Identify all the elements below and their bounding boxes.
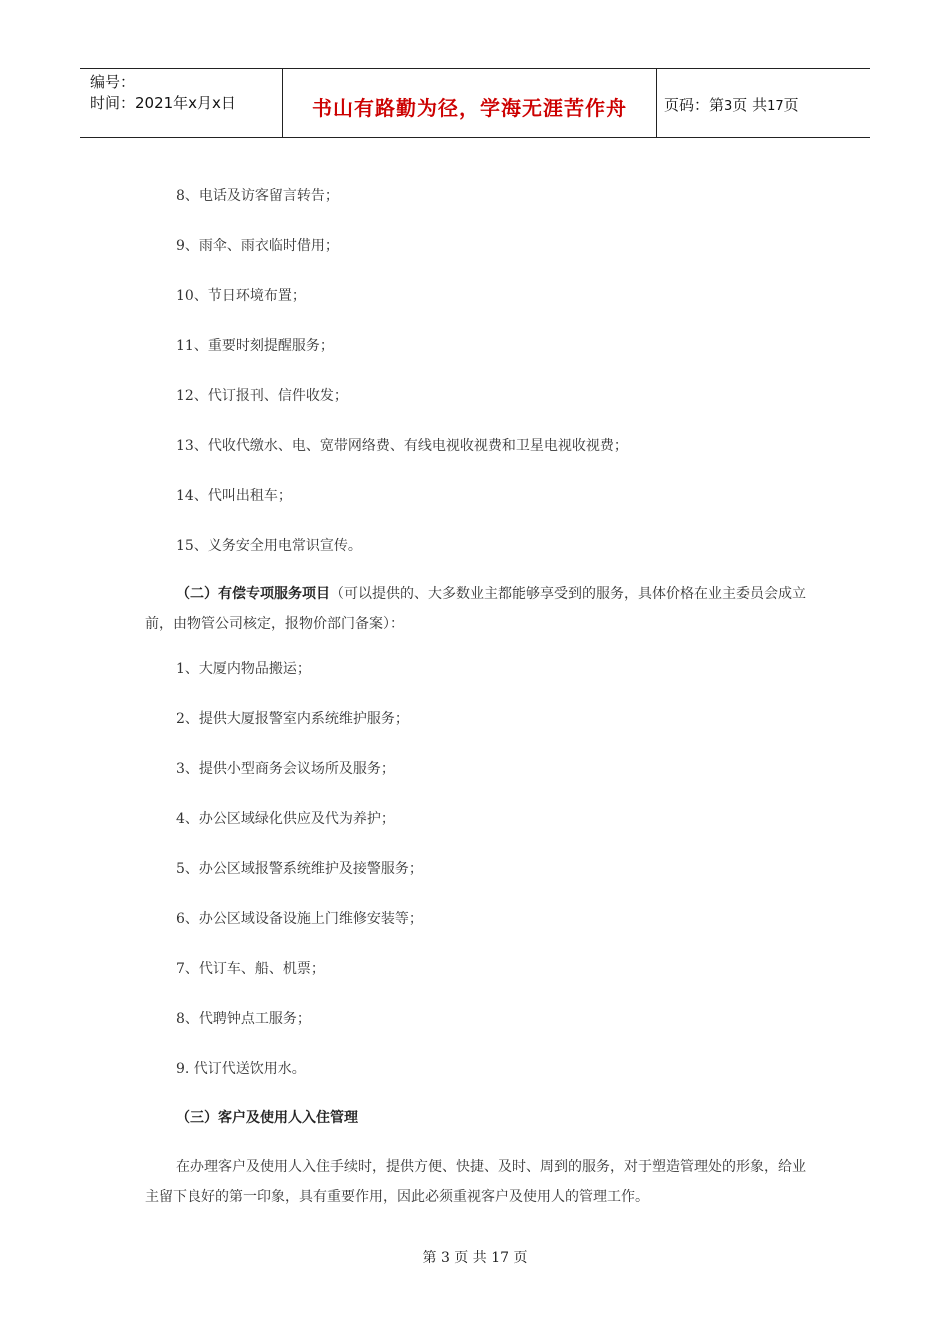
free-item-8: 8、电话及访客留言转告；: [176, 188, 339, 204]
header-page-cell: [656, 69, 870, 137]
paid-item-2: 2、提供大厦报警室内系统维护服务；: [176, 711, 409, 727]
paid-section-description: （可以提供的、大多数业主都能够享受到的服务，具体价格在业主委员会成立前，由物管公司核定，报物价部门备案）：: [145, 586, 806, 632]
header-motto-cell: [282, 69, 657, 137]
page-label-prefix: 页码：第: [664, 96, 725, 114]
paid-item-4: 4、办公区域绿化供应及代为养护；: [176, 811, 395, 827]
free-item-9: 9、雨伞、雨衣临时借用；: [176, 238, 339, 254]
header-meta-cell: [80, 69, 282, 137]
paid-item-7: 7、代订车、船、机票；: [176, 961, 325, 977]
paid-item-9: 9. 代订代送饮用水。: [176, 1061, 306, 1077]
paid-item-5: 5、办公区域报警系统维护及接警服务；: [176, 861, 423, 877]
free-item-12: 12、代订报刊、信件收发；: [176, 388, 348, 404]
page-current: 3: [724, 99, 733, 114]
page-header: [80, 68, 870, 138]
paid-section-intro: [145, 579, 810, 639]
serial-label: 编号：: [90, 73, 136, 91]
motto: 书山有路勤为径，学海无涯苦作舟: [312, 96, 627, 120]
page-label-mid: 页 共: [732, 96, 768, 114]
section3-title: （三）客户及使用人入住管理: [176, 1110, 358, 1126]
free-item-15: 15、义务安全用电常识宣传。: [176, 538, 362, 554]
section3-body: 在办理客户及使用人入住手续时，提供方便、快捷、及时、周到的服务，对于塑造管理处的形象，给业主留下良好的第一印象，具有重要作用，因此必须重视客户及使用人的管理工作。: [145, 1159, 806, 1205]
page-footer: 第 3 页 共 17 页: [422, 1250, 528, 1266]
paid-item-8: 8、代聘钟点工服务；: [176, 1011, 311, 1027]
paid-item-6: 6、办公区域设备设施上门维修安装等；: [176, 911, 423, 927]
page-indicator: [664, 94, 799, 115]
page-label-suffix: 页: [783, 96, 799, 114]
paid-section-title: （二）有偿专项服务项目: [176, 586, 330, 602]
paid-item-1: 1、大厦内物品搬运；: [176, 661, 311, 677]
free-item-10: 10、节日环境布置；: [176, 288, 306, 304]
time-label: 时间：2021年x月x日: [90, 94, 236, 112]
page-total: 17: [767, 99, 784, 114]
paid-item-3: 3、提供小型商务会议场所及服务；: [176, 761, 395, 777]
free-item-11: 11、重要时刻提醒服务；: [176, 338, 334, 354]
free-item-13: 13、代收代缴水、电、宽带网络费、有线电视收视费和卫星电视收视费；: [176, 438, 628, 454]
free-item-14: 14、代叫出租车；: [176, 488, 292, 504]
